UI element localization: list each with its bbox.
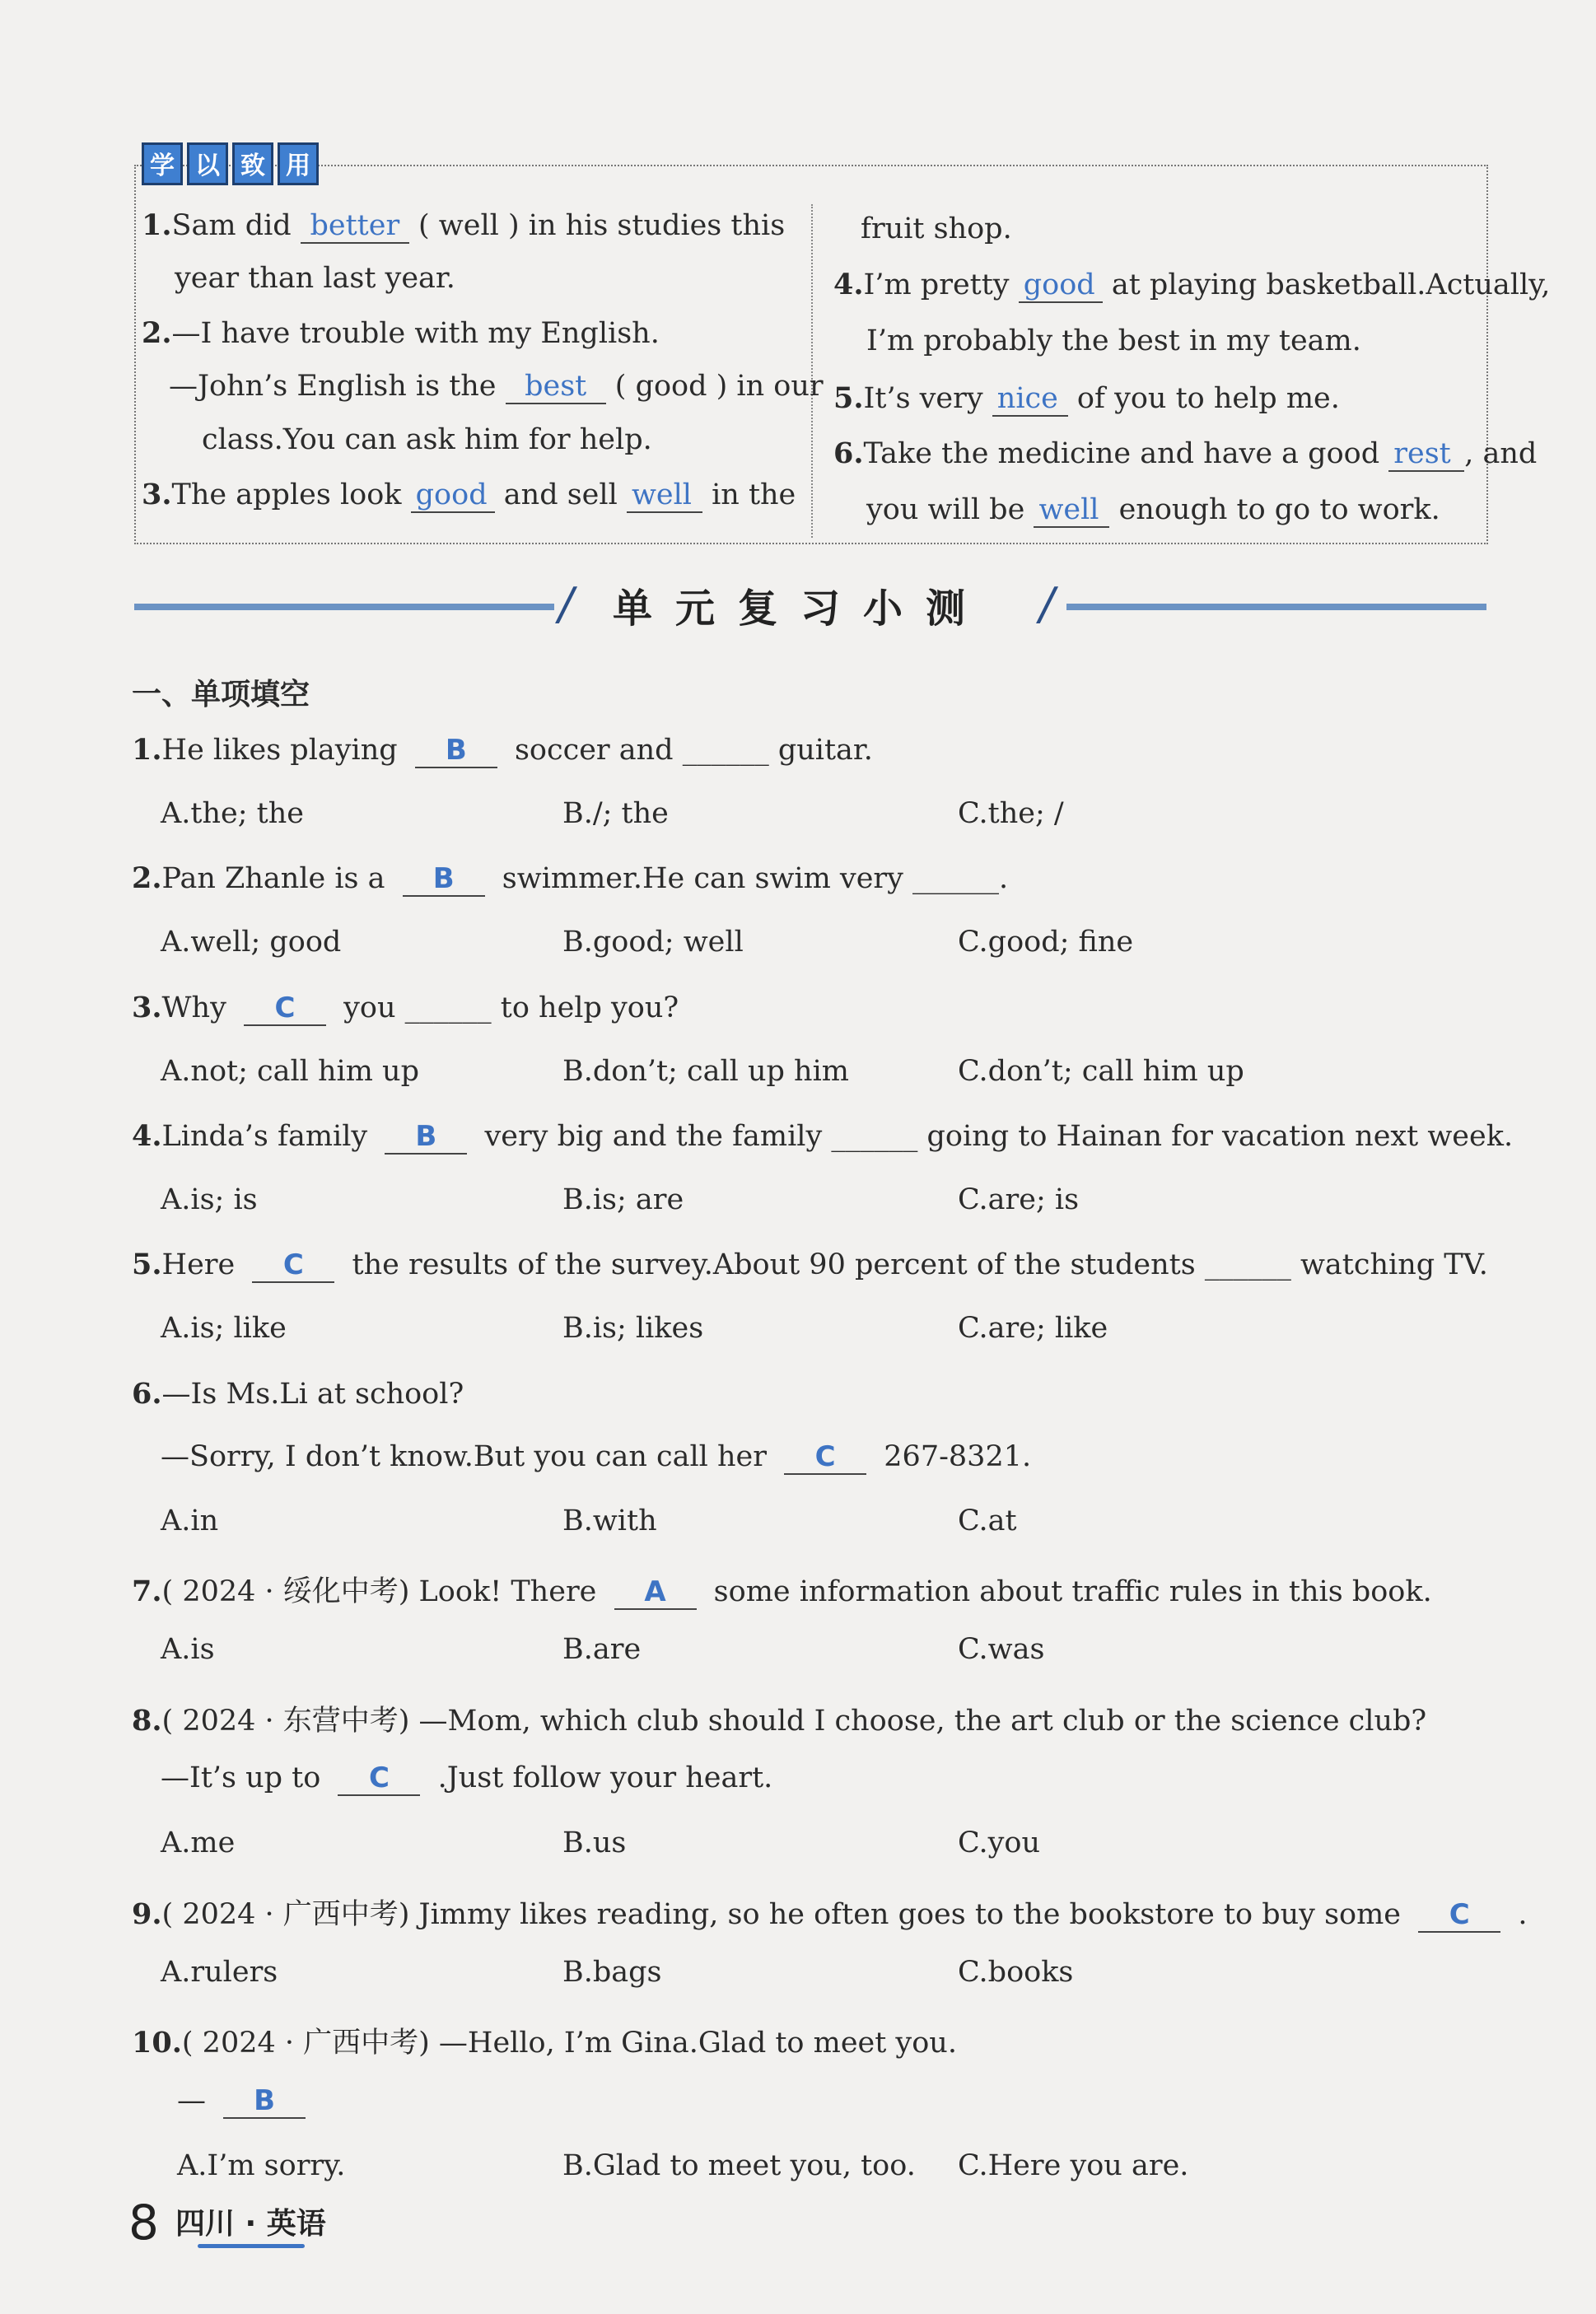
- question-number: 8.: [132, 1704, 162, 1738]
- option-a: A.rulers: [161, 1956, 278, 1989]
- question-text: He likes playing: [161, 734, 398, 767]
- option-b: B.are: [562, 1633, 642, 1666]
- option-c: C.are; like: [958, 1312, 1108, 1345]
- practice-q3: 3.The apples look good and sell well in the: [142, 478, 796, 511]
- question-number: 1.: [132, 733, 162, 767]
- option-a: A.well; good: [161, 926, 342, 959]
- question-text: .Just follow your heart.: [437, 1761, 773, 1794]
- question-text: .: [1518, 1898, 1528, 1931]
- option-b: B.Glad to meet you, too.: [562, 2149, 916, 2182]
- question-text: Linda’s family: [161, 1120, 368, 1153]
- question-text: some information about traffic rules in this book.: [713, 1575, 1432, 1608]
- option-a: A.in: [161, 1505, 219, 1537]
- question-text: Why: [161, 991, 226, 1024]
- question-number: 9.: [132, 1897, 162, 1931]
- question-stem: [132, 1892, 1527, 1933]
- practice-q5: 5.It’s very nice of you to help me.: [833, 381, 1340, 415]
- question-number: 5.: [132, 1248, 162, 1281]
- answer-blank: B: [415, 734, 497, 768]
- section-slash-right: /: [1039, 578, 1055, 630]
- question-text: ( 2024 · 东营中考) —Mom, which club should I choose, the art club or the science club?: [161, 1705, 1427, 1738]
- question-text: ( 2024 · 广西中考) Jimmy likes reading, so he often goes to the bookstore to buy some: [161, 1898, 1402, 1931]
- page-number: 8: [128, 2195, 159, 2251]
- section-rule-right: [1066, 604, 1486, 610]
- question-text: the results of the survey.About 90 percent of the students ______ watching TV.: [352, 1248, 1488, 1281]
- practice-q6: 6.Take the medicine and have a good rest , and: [833, 436, 1538, 470]
- question-text: 267-8321.: [884, 1440, 1032, 1473]
- practice-q2-cont: class.You can ask him for help.: [202, 423, 652, 456]
- question-text: —: [177, 2084, 206, 2117]
- option-b: B.good; well: [562, 926, 744, 959]
- footer-label: 四川 · 英语: [175, 2207, 326, 2241]
- question-stem: [177, 2084, 314, 2119]
- badge-char: 学: [142, 142, 183, 185]
- option-a: A.I’m sorry.: [177, 2149, 346, 2182]
- question-stem: [132, 991, 679, 1026]
- question-text: Here: [161, 1248, 236, 1281]
- practice-q4: 4.I’m pretty good at playing basketball.Actually,: [833, 268, 1551, 301]
- option-b: B./; the: [562, 797, 669, 830]
- question-stem: [132, 1119, 1513, 1155]
- option-c: C.at: [958, 1505, 1017, 1537]
- question-text: —Is Ms.Li at school?: [161, 1378, 464, 1411]
- badge-char: 致: [232, 142, 273, 185]
- practice-q1: 1.Sam did better ( well ) in his studies this: [142, 208, 786, 242]
- option-b: B.bags: [562, 1956, 662, 1989]
- badge-char: 以: [187, 142, 228, 185]
- question-stem: [161, 1440, 1031, 1475]
- practice-q6-cont: you will be well enough to go to work.: [866, 493, 1440, 526]
- option-b: B.us: [562, 1826, 627, 1859]
- question-text: Pan Zhanle is a: [161, 862, 385, 895]
- footer-underline: [198, 2244, 305, 2248]
- question-text: very big and the family ______ going to Hainan for vacation next week.: [484, 1120, 1514, 1153]
- question-text: swimmer.He can swim very ______.: [502, 862, 1009, 895]
- option-b: B.is; likes: [562, 1312, 704, 1345]
- question-line: [132, 2020, 957, 2061]
- question-number: 2.: [132, 861, 162, 895]
- answer-blank: C: [252, 1248, 334, 1283]
- answer-blank: C: [784, 1440, 866, 1475]
- question-text: soccer and ______ guitar.: [514, 734, 873, 767]
- option-a: A.is; is: [161, 1183, 258, 1216]
- question-number: 3.: [132, 991, 162, 1024]
- question-text: ( 2024 · 广西中考) —Hello, I’m Gina.Glad to meet you.: [181, 2027, 957, 2060]
- question-stem: [132, 1248, 1488, 1283]
- question-line: [132, 1377, 464, 1411]
- question-text: —It’s up to: [161, 1761, 321, 1794]
- question-text: you ______ to help you?: [343, 991, 679, 1024]
- question-stem: [132, 733, 873, 768]
- option-c: C.don’t; call him up: [958, 1055, 1244, 1088]
- answer-blank: C: [244, 991, 326, 1026]
- badge-char: 用: [278, 142, 319, 185]
- question-number: 6.: [132, 1377, 162, 1411]
- option-c: C.good; fine: [958, 926, 1134, 959]
- option-c: C.the; /: [958, 797, 1064, 830]
- section-slash-left: /: [558, 578, 574, 630]
- practice-q1-cont: year than last year.: [175, 262, 455, 295]
- section-rule-left: [134, 604, 554, 610]
- practice-q2: —John’s English is the best ( good ) in our: [169, 370, 824, 403]
- option-c: C.Here you are.: [958, 2149, 1189, 2182]
- question-text: —Sorry, I don’t know.But you can call her: [161, 1440, 767, 1473]
- question-stem: [161, 1761, 772, 1796]
- question-number: 10.: [132, 2026, 182, 2060]
- answer-blank: B: [403, 862, 485, 897]
- question-number: 4.: [132, 1119, 162, 1153]
- option-c: C.was: [958, 1633, 1045, 1666]
- question-text: ( 2024 · 绥化中考) Look! There: [161, 1575, 597, 1608]
- option-a: A.me: [161, 1826, 236, 1859]
- question-stem: [132, 861, 1008, 897]
- answer-blank: B: [223, 2084, 306, 2119]
- option-a: A.the; the: [161, 797, 304, 830]
- option-c: C.books: [958, 1956, 1074, 1989]
- option-b: B.is; are: [562, 1183, 684, 1216]
- question-stem: [132, 1569, 1432, 1610]
- practice-q2-line1: 2.—I have trouble with my English.: [142, 316, 660, 350]
- option-c: C.you: [958, 1826, 1041, 1859]
- option-b: B.don’t; call up him: [562, 1055, 849, 1088]
- option-a: A.not; call him up: [161, 1055, 419, 1088]
- section-title: 单元复习小测: [613, 585, 989, 632]
- practice-q4-cont: I’m probably the best in my team.: [866, 324, 1361, 357]
- option-c: C.are; is: [958, 1183, 1080, 1216]
- option-a: A.is: [161, 1633, 215, 1666]
- answer-blank: B: [385, 1120, 467, 1155]
- practice-q3-cont: fruit shop.: [861, 212, 1012, 245]
- question-number: 7.: [132, 1575, 162, 1608]
- answer-blank: C: [338, 1761, 420, 1796]
- question-line: [132, 1698, 1426, 1739]
- option-b: B.with: [562, 1505, 657, 1537]
- option-a: A.is; like: [161, 1312, 287, 1345]
- answer-blank: A: [614, 1575, 697, 1610]
- answer-blank: C: [1418, 1898, 1500, 1933]
- part-heading: 一、单项填空: [132, 678, 310, 711]
